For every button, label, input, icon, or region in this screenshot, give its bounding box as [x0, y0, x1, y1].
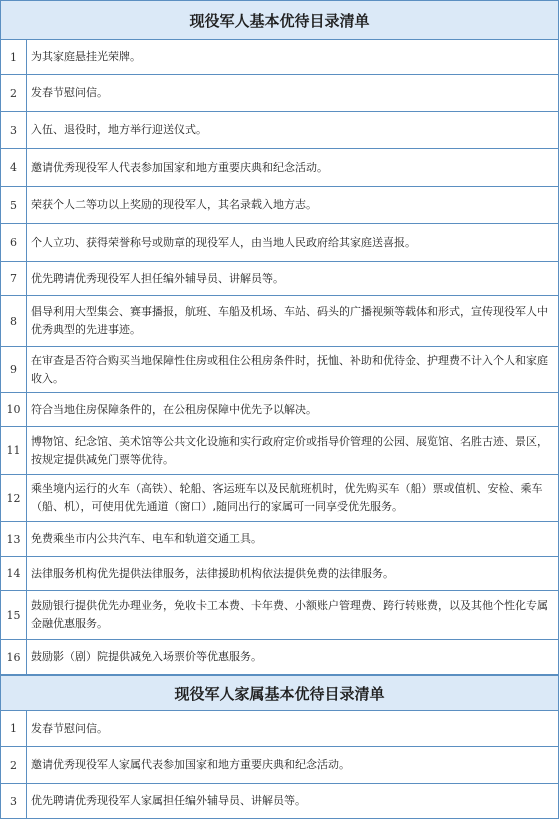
row-text: 符合当地住房保障条件的，在公租房保障中优先予以解决。: [31, 402, 317, 416]
row-text: 发春节慰问信。: [31, 86, 108, 99]
row-number: 3: [1, 112, 27, 148]
row-text: 优先聘请优秀现役军人担任编外辅导员、讲解员等。: [31, 271, 284, 285]
row-text: 法律服务机构优先提供法律服务，法律援助机构依法提供免费的法律服务。: [31, 566, 394, 580]
row-text: 入伍、退役时，地方举行迎送仪式。: [31, 123, 207, 136]
row-text: 邀请优秀现役军人家属代表参加国家和地方重要庆典和纪念活动。: [31, 758, 350, 771]
table-row: [1, 40, 558, 75]
row-number: 1: [1, 40, 27, 74]
row-text: 发春节慰问信。: [31, 721, 108, 735]
row-text: 优先聘请优秀现役军人家属担任编外辅导员、讲解员等。: [31, 794, 306, 807]
row-number: 15: [1, 591, 27, 639]
row-number: 9: [1, 347, 27, 392]
table-row: [1, 296, 558, 347]
table-row: [1, 262, 558, 296]
table-row: [1, 557, 558, 591]
table-row: [1, 347, 558, 393]
table-row: [1, 591, 558, 640]
row-number: 13: [1, 522, 27, 556]
row-number: 16: [1, 640, 27, 674]
table-row: [1, 187, 558, 224]
table-row: [1, 711, 558, 747]
row-number: 5: [1, 187, 27, 223]
table-row: [1, 427, 558, 475]
row-number: 7: [1, 262, 27, 295]
table-row: [1, 224, 558, 262]
row-number: 6: [1, 224, 27, 261]
table-row: [1, 393, 558, 427]
row-number: 11: [1, 427, 27, 474]
row-text: 个人立功、获得荣誉称号或勋章的现役军人，由当地人民政府给其家庭送喜报。: [31, 235, 416, 249]
row-text: 邀请优秀现役军人代表参加国家和地方重要庆典和纪念活动。: [31, 160, 328, 174]
row-text: 乘坐境内运行的火车（高铁）、轮船、客运班车以及民航班机时，优先购买车（船）票或值机、安检、乘车（船、机），可使用优先通道（窗口）,随同出行的家属可一同享受优先服务。: [31, 482, 543, 513]
row-text: 为其家庭悬挂光荣牌。: [31, 50, 141, 63]
row-number: 10: [1, 393, 27, 426]
row-number: 3: [1, 784, 27, 818]
row-number: 14: [1, 557, 27, 590]
section-title-families: 现役军人家属基本优待目录清单: [1, 675, 558, 711]
row-number: 4: [1, 149, 27, 186]
table-row: [1, 640, 558, 675]
row-number: 12: [1, 475, 27, 521]
section-title-servicemen: 现役军人基本优待目录清单: [1, 0, 558, 40]
row-text: 鼓励银行提供优先办理业务，免收卡工本费、卡年费、小额账户管理费、跨行转账费，以及其他个性化专属金融优惠服务。: [31, 599, 548, 630]
row-number: 8: [1, 296, 27, 346]
table-row: [1, 522, 558, 557]
row-number: 2: [1, 75, 27, 111]
table-row: [1, 75, 558, 112]
table-row: [1, 112, 558, 149]
row-text: 倡导利用大型集会、赛事播报，航班、车船及机场、车站、码头的广播视频等载体和形式，宣传现役军人中优秀典型的先进事迹。: [31, 305, 548, 336]
row-number: 2: [1, 747, 27, 783]
row-text: 在审查是否符合购买当地保障性住房或租住公租房条件时，抚恤、补助和优待金、护理费不计入个人和家庭收入。: [31, 353, 548, 385]
row-text: 博物馆、纪念馆、美术馆等公共文化设施和实行政府定价或指导价管理的公园、展览馆、名胜古迹、景区，按规定提供减免门票等优待。: [31, 434, 548, 466]
row-number: 1: [1, 711, 27, 746]
table-row: [1, 475, 558, 522]
table-row: [1, 149, 558, 187]
row-text: 荣获个人二等功以上奖励的现役军人，其名录载入地方志。: [31, 198, 317, 211]
row-text: 鼓励影（剧）院提供减免入场票价等优惠服务。: [31, 650, 262, 663]
table-row: [1, 784, 558, 819]
table-row: [1, 747, 558, 784]
row-text: 免费乘坐市内公共汽车、电车和轨道交通工具。: [31, 532, 262, 545]
